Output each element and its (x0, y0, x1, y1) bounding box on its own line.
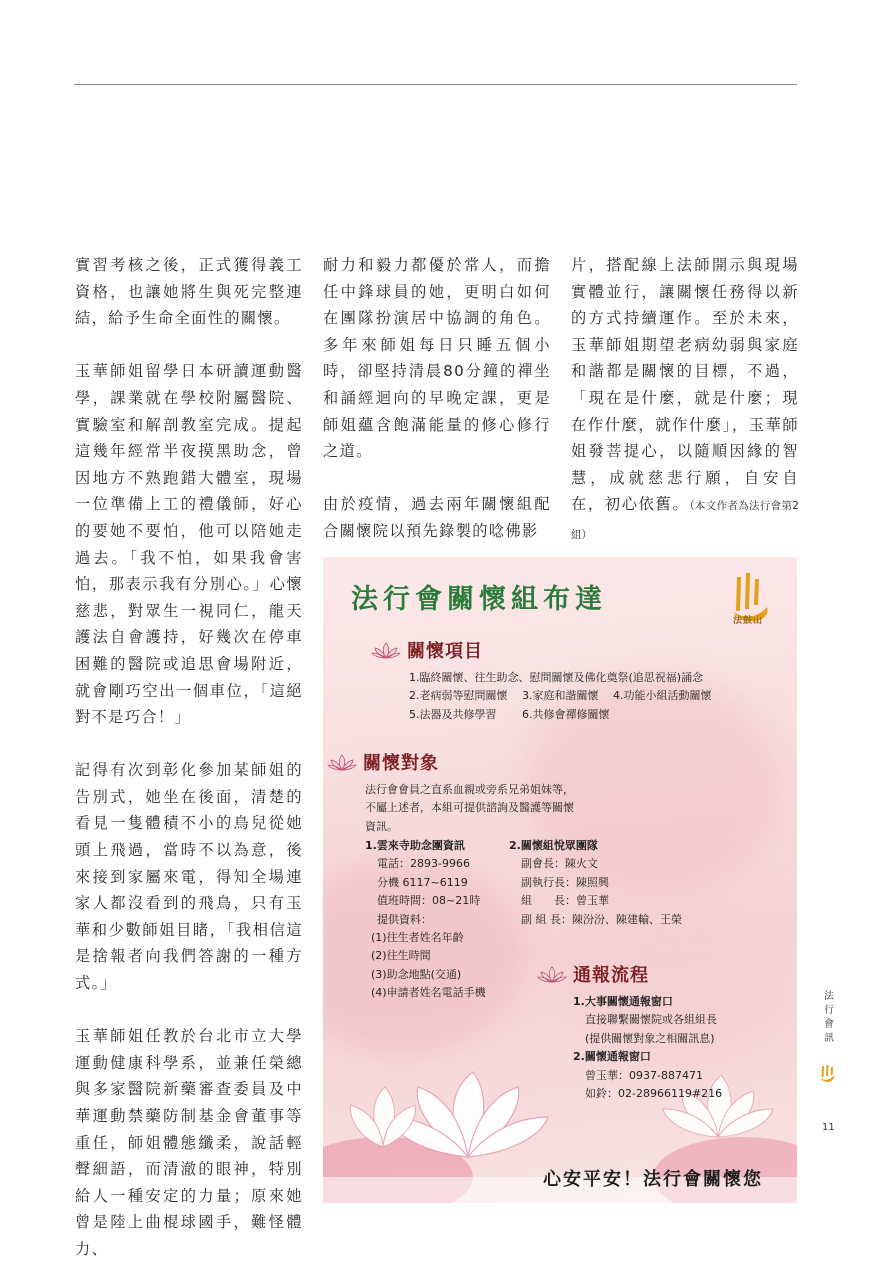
report-window-2: 2.關懷通報窗口 (573, 1050, 651, 1064)
info-line: (4)申請者姓名電話手機 (371, 986, 486, 1000)
info-line: 分機 6117~6119 (377, 875, 468, 889)
paragraph: 玉華師姐留學日本研讀運動醫學，課業就在學校附屬醫院、實驗室和解剖教室完成。提起這幾年經常半夜摸黑助念，曾因地方不熟跑錯大體室，現場一位準備上工的禮儀師，好心的要她不要怕，他可以陪她走過去。「我不怕，如果我會害怕，那表示我有分別心。」心懷慈悲，對眾生一視同仁，龍天護法自會護持，好幾次在停車困難的醫院或追思會場附近，就會剛巧空出一個車位，「這絕對不是巧合！」 (75, 362, 303, 727)
heading-text: 關懷項目 (407, 641, 483, 662)
team-member: 副會長：陳火文 (521, 857, 598, 871)
article-column-1 (75, 252, 303, 1263)
lotus-icon (537, 964, 567, 984)
care-team (509, 837, 682, 929)
paragraph: 實習考核之後，正式獲得義工資格，也讓她將生與死完整連結，給予生命全面性的關懷。 (75, 256, 303, 328)
magazine-name (822, 990, 836, 1046)
heading-text: 關懷對象 (363, 753, 439, 774)
team-member: 副 組 長：陳汾汾、陳建輸、王榮 (521, 912, 682, 926)
text-line: 法行會會員之直系血親或旁系兄弟姐妹等， (365, 783, 574, 796)
top-rule (74, 84, 797, 85)
items-heading (371, 637, 483, 663)
list-item: 2.老病弱等慰問關懷 3.家庭和諧關懷 4.功能小組活動關懷 (409, 689, 712, 703)
magazine-char: 訊 (824, 1033, 834, 1044)
dharma-drum-logo-icon (819, 1064, 837, 1084)
paragraph: 耐力和毅力都優於常人，而擔任中鋒球員的她，更明白如何在團隊扮演居中協調的角色。多年來師姐每日只睡五個小時，卻堅持清晨80分鐘的禪坐和誦經迴向的早晚定課，更是師姐蘊含飽滿能量的修心修行之道。 (323, 256, 551, 461)
info-line: 值班時間：08~21時 (377, 894, 481, 908)
report-line: 如鈴：02-28966119#216 (585, 1087, 723, 1101)
paragraph: 記得有次到彰化參加某師姐的告別式，她坐在後面，清楚的看見一隻體積不小的鳥兒從她頭上飛過，當時不以為意，後來接到家屬來電，得知全場連家人都沒看到的飛鳥，只有玉華和少數師姐目睹，「我相信這是捨報者向我們答謝的一種方式。」 (75, 761, 303, 993)
poster-title: 法行會關懷組布達 (351, 584, 607, 615)
paragraph: 由於疫情，過去兩年關懷組配合關懷院以預先錄製的唸佛影 (323, 495, 551, 540)
care-group-poster (323, 557, 797, 1203)
team-title: 2.關懷組悅眾團隊 (509, 839, 598, 852)
info-line: (1)往生者姓名年齡 (371, 931, 464, 945)
targets-intro (365, 781, 574, 836)
paragraph (571, 252, 799, 549)
heading-text: 通報流程 (573, 965, 649, 986)
targets-heading (327, 749, 439, 775)
report-heading (537, 961, 649, 987)
info-line: 提供資料： (377, 912, 432, 926)
paragraph: 玉華師姐任教於台北市立大學運動健康科學系，並兼任榮總與多家醫院新藥審查委員及中華運動禁藥防制基金會董事等重任，師姐體態纖柔，說話輕聲細語，而清澈的眼神，特別給人一種安定的力量；原來她曾是陸上曲棍球國手，難怪體力、 (75, 1027, 303, 1258)
list-item: 5.法器及共修學習 6.共修會禪修關懷 (409, 707, 610, 721)
info-line: 電話：2893-9966 (377, 857, 470, 871)
report-window-1: 1.大事關懷通報窗口 (573, 995, 673, 1008)
report-flow (573, 993, 722, 1103)
team-member: 組 長：曾玉華 (521, 894, 609, 908)
author-note: （本文作者為法行會第2組） (571, 500, 799, 541)
page-number: 11 (822, 1122, 835, 1133)
magazine-char: 行 (824, 1005, 834, 1016)
article-column-2 (323, 252, 551, 545)
info-line: (2)往生時間 (371, 949, 431, 963)
poster-slogan: 心安平安！法行會關懷您 (543, 1169, 763, 1190)
items-list (409, 669, 711, 724)
team-member: 副執行長：陳照興 (521, 875, 609, 889)
paragraph-text: 片，搭配線上法師開示與現場實體並行，讓關懷任務得以新的方式持續運作。至於未來，玉華師姐期望老病幼弱與家庭和諧都是關懷的目標，不過，「現在是什麼，就是什麼；現在作什麼，就作什麼」，玉華師姐發菩提心，以隨順因緣的智慧，成就慈悲行願，自安自在，初心依舊。 (571, 256, 799, 514)
report-line: 曾玉華：0937-887471 (585, 1068, 703, 1082)
assist-group-info (365, 837, 486, 1003)
list-item: 1.臨終關懷、往生助念、慰問關懷及佛化奠祭(追思祝福)誦念 (409, 671, 704, 684)
lotus-icon (371, 640, 401, 660)
info-title: 1.雲來寺助念團資訊 (365, 839, 465, 852)
magazine-char: 法 (824, 991, 834, 1002)
article-column-3 (571, 252, 799, 549)
text-line: 不屬上述者，本組可提供諮詢及醫護等關懷 (365, 801, 574, 815)
logo-label: 法鼓山 (733, 616, 764, 626)
report-line: (提供關懷對象之相關訊息) (585, 1031, 715, 1045)
info-line: (3)助念地點(交通) (371, 967, 462, 981)
text-line: 資訊。 (365, 819, 398, 833)
lotus-icon (327, 752, 357, 772)
magazine-char: 會 (824, 1019, 834, 1030)
report-line: 直接聯繫關懷院或各組組長 (585, 1013, 717, 1027)
